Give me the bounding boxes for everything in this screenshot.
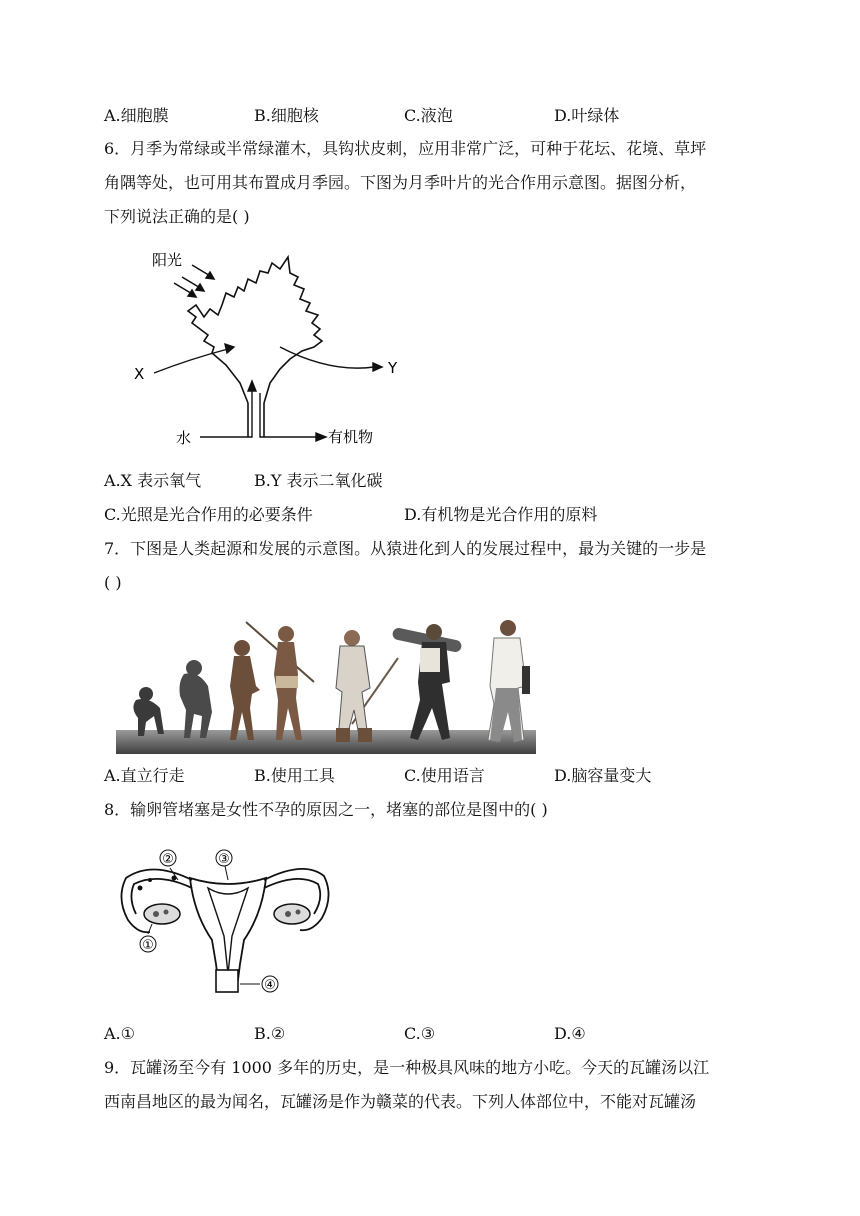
water-label: 水 bbox=[176, 429, 192, 447]
q6-option-c[interactable]: C.光照是光合作用的必要条件 bbox=[104, 505, 313, 524]
label-3: ③ bbox=[218, 852, 230, 867]
label-2: ② bbox=[162, 852, 174, 867]
y-label: Y bbox=[388, 359, 398, 377]
x-label: X bbox=[134, 365, 145, 383]
figure-ape bbox=[133, 687, 164, 736]
sunlight-arrows bbox=[174, 265, 214, 297]
q6-option-b[interactable]: B.Y 表示二氧化碳 bbox=[254, 471, 383, 490]
figure-homo-erectus bbox=[246, 622, 314, 740]
q7-option-c[interactable]: C.使用语言 bbox=[404, 766, 485, 785]
q5-option-b[interactable]: B.细胞核 bbox=[254, 106, 319, 125]
q7-stem-line-2: ( ) bbox=[104, 573, 122, 592]
photosynthesis-leaf-figure bbox=[130, 243, 410, 453]
q8-option-c[interactable]: C.③ bbox=[404, 1024, 436, 1043]
q6-option-a[interactable]: A.X 表示氧气 bbox=[104, 471, 202, 490]
figure-early-human-clothed bbox=[336, 630, 398, 742]
x-arrow bbox=[154, 344, 234, 373]
q8-option-a[interactable]: A.① bbox=[104, 1024, 135, 1043]
figure-hunched-ape bbox=[180, 660, 213, 738]
q5-option-c[interactable]: C.液泡 bbox=[404, 106, 453, 125]
q6-stem-line-3: 下列说法正确的是( ) bbox=[104, 207, 250, 226]
q8-option-d[interactable]: D.④ bbox=[554, 1024, 586, 1043]
figure-early-hominid bbox=[230, 640, 260, 740]
q7-option-a[interactable]: A.直立行走 bbox=[104, 766, 185, 785]
organic-matter-arrow bbox=[260, 393, 326, 441]
organic-matter-label: 有机物 bbox=[328, 428, 374, 446]
y-arrow bbox=[280, 347, 382, 371]
q5-option-d[interactable]: D.叶绿体 bbox=[554, 106, 620, 125]
q9-stem-line-1: 9．瓦罐汤至今有 1000 多年的历史，是一种极具风味的地方小吃。今天的瓦罐汤以江 bbox=[104, 1058, 710, 1077]
reproductive-system-figure bbox=[112, 844, 342, 1000]
q6-option-d[interactable]: D.有机物是光合作用的原料 bbox=[404, 505, 598, 524]
q7-stem-line-1: 7．下图是人类起源和发展的示意图。从猿进化到人的发展过程中，最为关键的一步是 bbox=[104, 539, 707, 558]
right-ovary bbox=[274, 904, 310, 924]
q7-option-d[interactable]: D.脑容量变大 bbox=[554, 766, 652, 785]
figure-man-with-log bbox=[392, 624, 463, 740]
label-4: ④ bbox=[264, 978, 276, 993]
q9-stem-line-2: 西南昌地区的最为闻名，瓦罐汤是作为赣菜的代表。下列人体部位中，不能对瓦罐汤 bbox=[104, 1092, 697, 1111]
label-1: ① bbox=[142, 938, 154, 953]
q8-stem-line-1: 8．输卵管堵塞是女性不孕的原因之一，堵塞的部位是图中的( ) bbox=[104, 800, 548, 819]
left-ovary bbox=[144, 904, 180, 924]
sun-label: 阳光 bbox=[152, 251, 183, 269]
human-evolution-figure bbox=[116, 612, 536, 756]
q6-stem-line-2: 角隅等处，也可用其布置成月季园。下图为月季叶片的光合作用示意图。据图分析， bbox=[104, 173, 697, 192]
q5-option-a[interactable]: A.细胞膜 bbox=[104, 106, 169, 125]
q8-option-b[interactable]: B.② bbox=[254, 1024, 286, 1043]
vagina bbox=[216, 970, 238, 992]
ground-strip bbox=[116, 730, 536, 754]
figure-modern-man bbox=[488, 620, 530, 742]
q7-option-b[interactable]: B.使用工具 bbox=[254, 766, 335, 785]
q6-stem-line-1: 6．月季为常绿或半常绿灌木，具钩状皮刺，应用非常广泛，可种于花坛、花境、草坪 bbox=[104, 139, 707, 158]
